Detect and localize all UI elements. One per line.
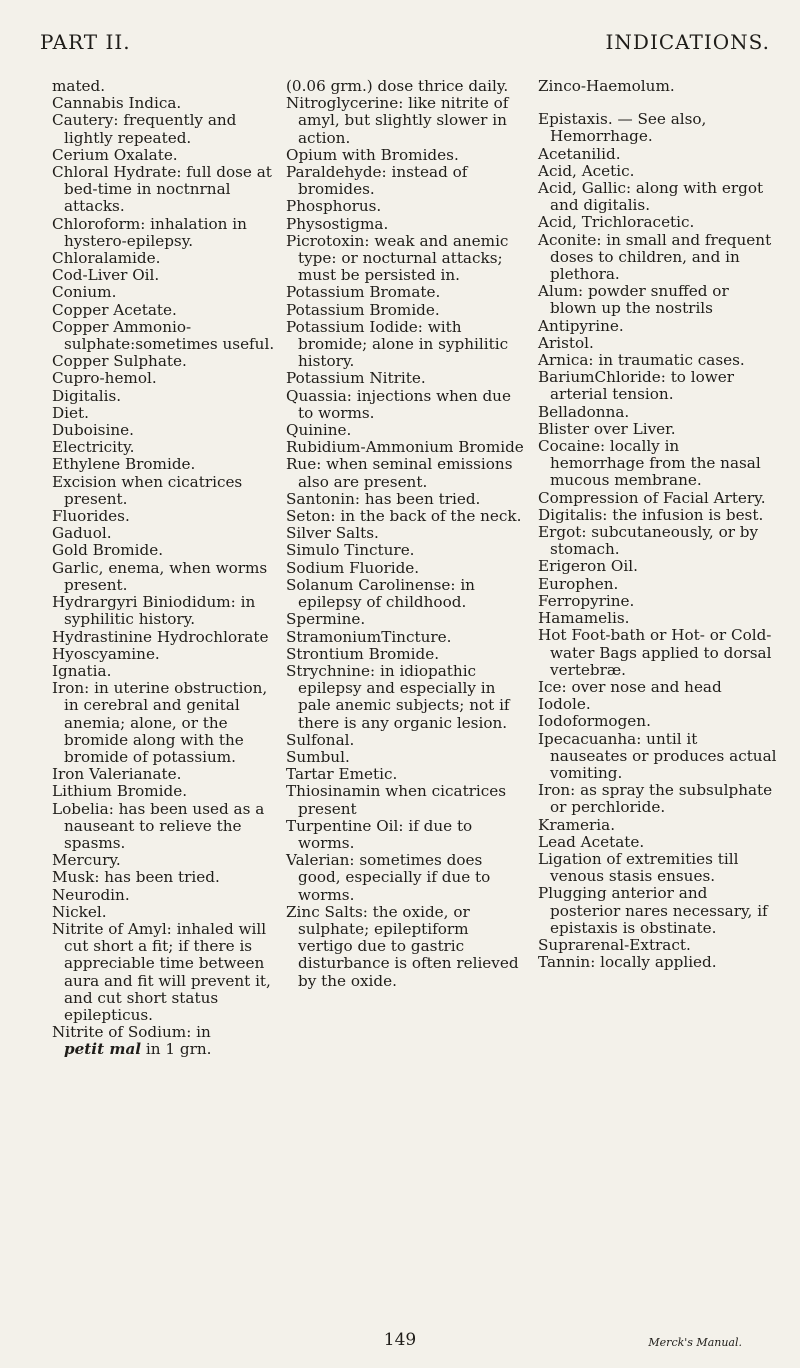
index-entry: Potassium Nitrite. bbox=[286, 369, 426, 388]
index-entry: Gaduol. bbox=[52, 524, 112, 543]
index-entry bbox=[538, 95, 778, 109]
index-entry: Quassia: injections when due to worms. bbox=[286, 386, 511, 422]
index-entry: Copper Sulphate. bbox=[52, 352, 187, 371]
index-entry: Physostigma. bbox=[286, 214, 389, 233]
index-entry: Digitalis: the infusion is best. bbox=[538, 505, 764, 524]
index-entry: Seton: in the back of the neck. bbox=[286, 507, 522, 526]
index-entry: Arnica: in traumatic cases. bbox=[538, 351, 745, 370]
index-entry-continuation bbox=[52, 1041, 278, 1058]
index-entry: Acid, Acetic. bbox=[538, 161, 635, 180]
dose-text: in 1 grn. bbox=[141, 1040, 212, 1059]
index-entry: Diet. bbox=[52, 403, 89, 422]
index-entry: Compression of Facial Artery. bbox=[538, 488, 766, 507]
index-entry: Plugging anterior and posterior nares necessary, if epistaxis is obstinate. bbox=[538, 884, 768, 937]
index-entry: Musk: has been tried. bbox=[52, 868, 220, 887]
index-entry: Aconite: in small and frequent doses to children, and in plethora. bbox=[538, 230, 772, 284]
index-entry: Rubidium-Ammonium Bromide bbox=[286, 438, 524, 457]
index-entry: Nickel. bbox=[52, 902, 107, 921]
index-entry: Copper Ammonio-sulphate:sometimes useful. bbox=[52, 317, 275, 354]
index-entry: Electricity. bbox=[52, 438, 135, 457]
index-entry: Hydrastinine Hydrochlorate bbox=[52, 627, 269, 646]
index-entry: Acetanilid. bbox=[538, 144, 621, 163]
index-entry: Sulfonal. bbox=[286, 730, 355, 749]
index-entry: Quinine. bbox=[286, 421, 352, 440]
index-entry: Ipecacuanha: until it nauseates or produces actual vomiting. bbox=[538, 729, 777, 782]
italic-term: petit mal bbox=[64, 1040, 142, 1059]
index-entry: Cod-Liver Oil. bbox=[52, 266, 160, 285]
column-1 bbox=[52, 78, 278, 1059]
index-entry: Iodoformogen. bbox=[538, 712, 651, 731]
index-entry: Fluorides. bbox=[52, 507, 130, 526]
index-entry: Potassium Bromide. bbox=[286, 300, 440, 319]
index-entry: Iron Valerianate. bbox=[52, 765, 182, 784]
index-entry: Ignatia. bbox=[52, 661, 112, 680]
index-entry: Iron: as spray the subsulphate or perchloride. bbox=[538, 781, 773, 817]
index-entry: Digitalis. bbox=[52, 386, 122, 405]
index-entry: Aristol. bbox=[538, 333, 594, 352]
index-entry: Nitrite of Amyl: inhaled will cut short a fit; if there is appreciable time between aura and fit will prevent it, and cut short status epilepticus. bbox=[52, 919, 271, 1024]
index-entry: (0.06 grm.) dose thrice daily. bbox=[286, 77, 509, 95]
index-entry: Neurodin. bbox=[52, 885, 130, 904]
index-entry: Valerian: sometimes does good, especially if due to worms. bbox=[286, 851, 491, 904]
index-entry: Santonin: has been tried. bbox=[286, 489, 481, 508]
index-entry: Ethylene Bromide. bbox=[52, 455, 196, 474]
index-entry: Belladonna. bbox=[538, 402, 630, 421]
index-entry: Iron: in uterine obstruction, in cerebral and genital anemia; alone, or the bromide along with the bromide of potassium. bbox=[52, 679, 268, 766]
index-entry: Lobelia: has been used as a nauseant to relieve the spasms. bbox=[52, 799, 265, 852]
column-3 bbox=[538, 78, 778, 971]
index-entry: Solanum Carolinense: in epilepsy of childhood. bbox=[286, 575, 475, 612]
index-entry: Chloroform: inhalation in hystero-epilepsy. bbox=[52, 214, 247, 250]
index-entry: Potassium Iodide: with bromide; alone in syphilitic history. bbox=[286, 317, 509, 371]
index-entry: StramoniumTincture. bbox=[286, 627, 452, 646]
index-entry: Hydrargyri Biniodidum: in syphilitic history. bbox=[52, 593, 256, 629]
index-entry: Hot Foot-bath or Hot- or Cold-water Bags applied to dorsal vertebræ. bbox=[538, 626, 772, 679]
index-entry: Picrotoxin: weak and anemic type: or nocturnal attacks; must be persisted in. bbox=[286, 231, 509, 285]
index-entry: Cautery: frequently and lightly repeated. bbox=[52, 111, 237, 147]
index-entry: Ice: over nose and head bbox=[538, 677, 722, 696]
index-entry: Tannin: locally applied. bbox=[538, 953, 717, 972]
index-entry: Spermine. bbox=[286, 610, 366, 629]
index-entry: Alum: powder snuffed or blown up the nostrils bbox=[538, 282, 729, 318]
index-entry: Opium with Bromides. bbox=[286, 145, 459, 164]
index-entry: Lithium Bromide. bbox=[52, 782, 188, 801]
header-part: PART II. bbox=[40, 30, 131, 54]
index-entry: Cocaine: locally in hemorrhage from the nasal mucous membrane. bbox=[538, 437, 761, 490]
page-number: 149 bbox=[383, 1330, 417, 1350]
index-entry: Suprarenal-Extract. bbox=[538, 935, 691, 954]
index-entry: Thiosinamin when cicatrices present bbox=[286, 782, 507, 818]
index-entry: Silver Salts. bbox=[286, 524, 379, 543]
index-entry: Acid, Trichloracetic. bbox=[538, 213, 695, 232]
index-entry: mated. bbox=[52, 77, 106, 95]
index-entry: Nitroglycerine: like nitrite of amyl, but slightly slower in action. bbox=[286, 94, 509, 147]
index-entry: Strychnine: in idiopathic epilepsy and especially in pale anemic subjects; not if there is any organic lesion. bbox=[286, 661, 510, 732]
index-entry: Copper Acetate. bbox=[52, 300, 177, 319]
index-entry: Paraldehyde: instead of bromides. bbox=[286, 163, 468, 199]
index-entry: Hamamelis. bbox=[538, 609, 630, 628]
index-entry: Potassium Bromate. bbox=[286, 283, 441, 302]
running-header bbox=[40, 30, 770, 54]
index-entry: Garlic, enema, when worms present. bbox=[52, 558, 268, 594]
index-columns bbox=[0, 78, 800, 1318]
index-entry: Zinc Salts: the oxide, or sulphate; epileptiform vertigo due to gastric disturbance is often relieved by the oxide. bbox=[286, 902, 519, 990]
index-entry: Ligation of extremities till venous stasis ensues. bbox=[538, 849, 739, 886]
index-entry: Sumbul. bbox=[286, 747, 350, 766]
index-entry: Chloral Hydrate: full dose at bed-time in noctnrnal attacks. bbox=[52, 163, 272, 216]
publisher-mark: Merck's Manual. bbox=[648, 1336, 742, 1349]
index-entry: Rue: when seminal emissions also are present. bbox=[286, 455, 513, 491]
index-entry: Duboisine. bbox=[52, 421, 134, 440]
index-entry: Chloralamide. bbox=[52, 249, 161, 268]
index-entry: BariumChloride: to lower arterial tension. bbox=[538, 368, 735, 404]
index-entry: Europhen. bbox=[538, 574, 619, 593]
index-entry: Erigeron Oil. bbox=[538, 557, 638, 576]
index-entry: Tartar Emetic. bbox=[286, 765, 398, 784]
index-entry: Krameria. bbox=[538, 815, 616, 834]
index-entry: Acid, Gallic: along with ergot and digitalis. bbox=[538, 179, 764, 215]
index-entry: Mercury. bbox=[52, 851, 121, 870]
index-entry: Zinco-Haemolum. bbox=[538, 77, 675, 95]
index-entry: Gold Bromide. bbox=[52, 541, 164, 560]
column-2 bbox=[286, 78, 526, 990]
index-entry: Conium. bbox=[52, 283, 117, 302]
header-section-title: INDICATIONS. bbox=[605, 30, 770, 54]
index-entry: Blister over Liver. bbox=[538, 419, 676, 438]
index-entry: Phosphorus. bbox=[286, 197, 382, 216]
index-entry: Simulo Tincture. bbox=[286, 541, 415, 560]
index-entry: Ferropyrine. bbox=[538, 591, 635, 610]
index-entry: Excision when cicatrices present. bbox=[52, 472, 243, 508]
index-entry: Iodole. bbox=[538, 695, 591, 714]
index-entry: Nitrite of Sodium: in bbox=[52, 1023, 211, 1042]
index-entry: Lead Acetate. bbox=[538, 832, 645, 851]
index-entry: Ergot: subcutaneously, or by stomach. bbox=[538, 523, 759, 559]
index-entry: Turpentine Oil: if due to worms. bbox=[286, 816, 473, 852]
index-entry: Cupro-hemol. bbox=[52, 369, 157, 388]
index-entry: Cannabis Indica. bbox=[52, 94, 182, 113]
index-entry: Antipyrine. bbox=[538, 316, 624, 335]
index-entry: Cerium Oxalate. bbox=[52, 145, 178, 164]
index-entry: Sodium Fluoride. bbox=[286, 558, 420, 577]
index-entry: Epistaxis. — See also, Hemorrhage. bbox=[538, 110, 707, 146]
index-entry: Strontium Bromide. bbox=[286, 644, 440, 663]
index-entry: Hyoscyamine. bbox=[52, 644, 160, 663]
